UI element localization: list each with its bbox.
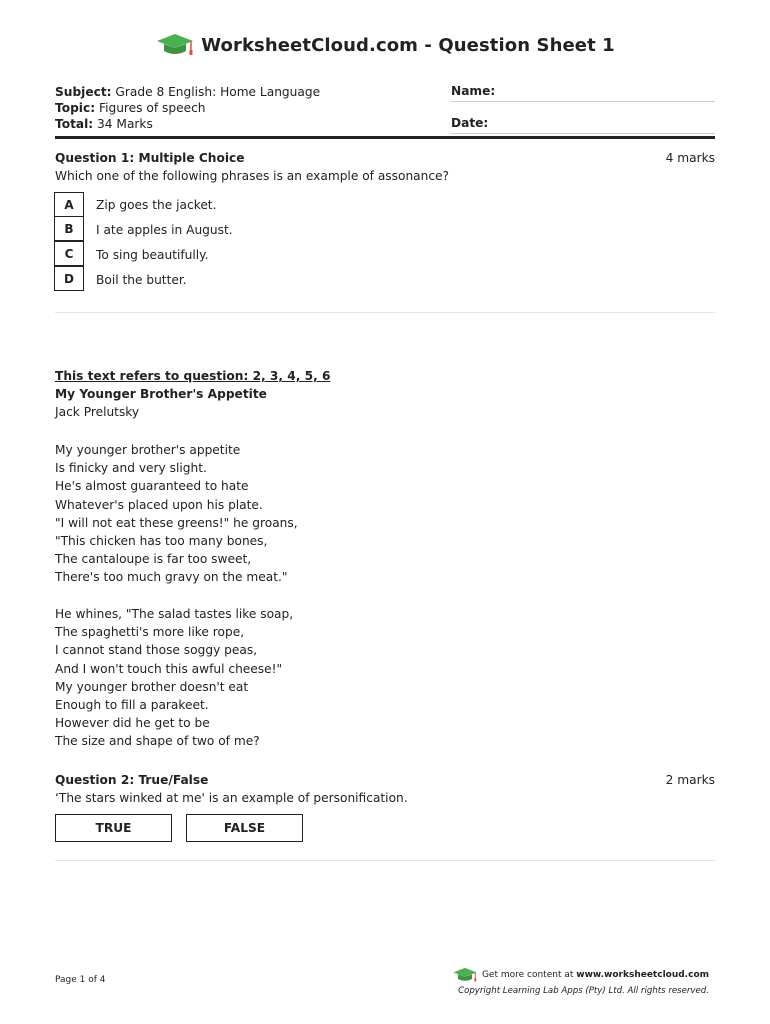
date-field[interactable] xyxy=(451,133,715,134)
header-divider xyxy=(55,136,715,139)
question1-text: Which one of the following phrases is an example of assonance? xyxy=(55,169,450,183)
page-number: Page 1 of 4 xyxy=(55,975,106,985)
option-text: I ate apples in August. xyxy=(96,222,233,237)
question2-header xyxy=(55,773,715,787)
poem-stanza-2 xyxy=(55,605,293,751)
question2-marks: 2 marks xyxy=(665,773,715,787)
total-value: 34 Marks xyxy=(97,117,153,131)
subject-line xyxy=(55,84,320,100)
title-row xyxy=(0,30,770,60)
topic-label: Topic: xyxy=(55,101,96,115)
subject-label: Subject: xyxy=(55,85,112,99)
poem-line: Enough to fill a parakeet. xyxy=(55,698,209,713)
true-button[interactable]: TRUE xyxy=(55,814,172,842)
option-letter[interactable]: B xyxy=(54,216,84,241)
total-line xyxy=(55,116,320,132)
option-text: Zip goes the jacket. xyxy=(96,197,217,212)
site-link[interactable]: www.worksheetcloud.com xyxy=(576,970,709,980)
section-divider xyxy=(55,312,715,313)
poem-line: Is finicky and very slight. xyxy=(55,461,207,476)
poem-line: The cantaloupe is far too sweet, xyxy=(55,552,252,567)
poem-line: There's too much gravy on the meat." xyxy=(55,570,288,585)
passage-reference: This text refers to question: 2, 3, 4, 5, 6 xyxy=(55,369,331,383)
poem-line: My younger brother doesn't eat xyxy=(55,679,249,694)
question2-text: ‘The stars winked at me' is an example of personification. xyxy=(55,791,408,805)
date-label: Date: xyxy=(451,116,489,130)
poem-line: The spaghetti's more like rope, xyxy=(55,625,245,640)
option-text: To sing beautifully. xyxy=(96,247,209,262)
footer-credits xyxy=(452,966,709,996)
option-letter[interactable]: A xyxy=(54,192,84,217)
option-a[interactable] xyxy=(54,192,233,217)
poem-line: "I will not eat these greens!" he groans, xyxy=(55,515,298,530)
question2-title: Question 2: True/False xyxy=(55,773,209,787)
total-label: Total: xyxy=(55,117,94,131)
false-button[interactable]: FALSE xyxy=(186,814,303,842)
question1-options xyxy=(54,192,233,292)
poem-line: He's almost guaranteed to hate xyxy=(55,479,249,494)
poem-line: He whines, "The salad tastes like soap, xyxy=(55,607,294,621)
name-label: Name: xyxy=(451,84,496,98)
poem-line: However did he get to be xyxy=(55,716,210,731)
subject-value: Grade 8 English: Home Language xyxy=(115,85,321,99)
poem-line: Whatever's placed upon his plate. xyxy=(55,497,263,512)
worksheet-info xyxy=(55,84,320,132)
get-more-text: Get more content at xyxy=(481,970,574,980)
option-text: Boil the butter. xyxy=(96,272,187,287)
option-d[interactable] xyxy=(54,267,233,292)
poem-line: The size and shape of two of me? xyxy=(55,734,260,749)
option-c[interactable] xyxy=(54,242,233,267)
poem-line: And I won't touch this awful cheese!" xyxy=(55,661,283,676)
topic-value: Figures of speech xyxy=(98,101,206,115)
question1-marks: 4 marks xyxy=(665,151,715,165)
copyright-text: Copyright Learning Lab Apps (Pty) Ltd. All rights reserved. xyxy=(458,986,709,996)
graduation-cap-icon xyxy=(452,966,478,984)
poem-author: Jack Prelutsky xyxy=(55,405,140,419)
option-letter[interactable]: D xyxy=(54,266,84,291)
question1-header xyxy=(55,151,715,165)
page-title: WorksheetCloud.com - Question Sheet 1 xyxy=(201,34,615,56)
question1-title: Question 1: Multiple Choice xyxy=(55,151,245,165)
section-divider xyxy=(55,860,715,861)
topic-line xyxy=(55,100,320,116)
poem-line: "This chicken has too many bones, xyxy=(55,534,268,549)
poem-stanza-1 xyxy=(55,441,298,587)
graduation-cap-icon xyxy=(155,31,195,59)
footer-link-line xyxy=(452,966,709,984)
name-field[interactable] xyxy=(451,101,715,102)
poem-title: My Younger Brother's Appetite xyxy=(55,387,267,401)
option-b[interactable] xyxy=(54,217,233,242)
option-letter[interactable]: C xyxy=(54,241,84,266)
poem-line: My younger brother's appetite xyxy=(55,443,241,457)
poem-line: I cannot stand those soggy peas, xyxy=(55,643,258,658)
